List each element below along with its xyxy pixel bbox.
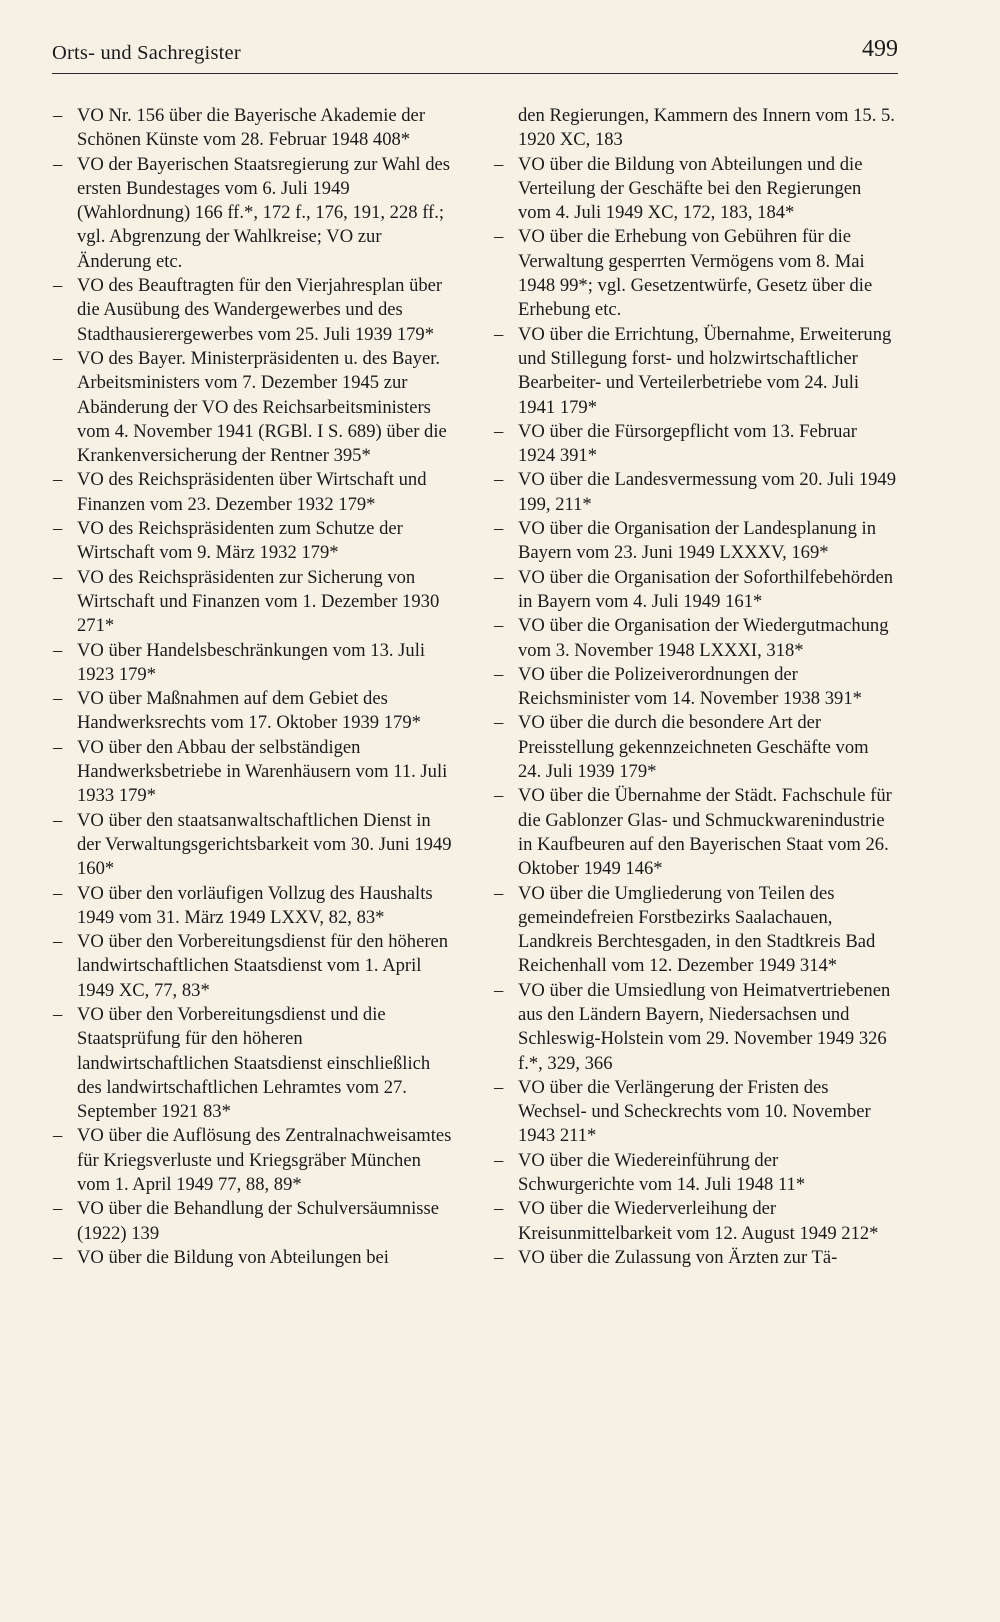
- index-entry: – VO des Beauftragten für den Vierjahresplan über die Ausübung des Wandergewerbes und des Stadthausierergewerbes vom 25. Juli 1939 179*: [53, 274, 455, 347]
- index-entry: – VO über die Umsiedlung von Heimatvertriebenen aus den Ländern Bayern, Niedersachsen und Schleswig-Holstein vom 29. November 1949 326 f.*, 329, 366: [494, 979, 896, 1076]
- index-entry: – VO über die Bildung von Abteilungen bei: [53, 1246, 455, 1270]
- index-entry: – VO über Handelsbeschränkungen vom 13. Juli 1923 179*: [53, 639, 455, 688]
- index-entry: – VO Nr. 156 über die Bayerische Akademie der Schönen Künste vom 28. Februar 1948 408*: [53, 104, 455, 153]
- index-entry: – VO über die Auflösung des Zentralnachweisamtes für Kriegsverluste und Kriegsgräber München vom 1. April 1949 77, 88, 89*: [53, 1124, 455, 1197]
- index-entry: – VO über den staatsanwaltschaftlichen Dienst in der Verwaltungsgerichtsbarkeit vom 30. Juni 1949 160*: [53, 809, 455, 882]
- index-entry: – VO über die durch die besondere Art der Preisstellung gekennzeichneten Geschäfte vom 24. Juli 1939 179*: [494, 711, 896, 784]
- index-entry: – VO der Bayerischen Staatsregierung zur Wahl des ersten Bundestages vom 6. Juli 1949 (Wahlordnung) 166 ff.*, 172 f., 176, 191, 228 ff.; vgl. Abgrenzung der Wahlkreise; VO zur Änderung etc.: [53, 153, 455, 274]
- index-entry: – VO über die Übernahme der Städt. Fachschule für die Gablonzer Glas- und Schmuckwarenindustrie in Kaufbeuren auf den Bayerischen Staat vom 26. Oktober 1949 146*: [494, 784, 896, 881]
- right-column: [494, 104, 896, 1270]
- running-header: [52, 36, 898, 76]
- index-entry-continuation: den Regierungen, Kammern des Innern vom 15. 5. 1920 XC, 183: [518, 105, 895, 151]
- index-entry: – VO über die Behandlung der Schulversäumnisse (1922) 139: [53, 1197, 455, 1246]
- index-entry: – VO über die Organisation der Wiedergutmachung vom 3. November 1948 LXXXI, 318*: [494, 614, 896, 663]
- index-entry: – VO über die Landesvermessung vom 20. Juli 1949 199, 211*: [494, 468, 896, 517]
- index-entry: – VO über die Zulassung von Ärzten zur Tä-: [494, 1246, 896, 1270]
- index-entry: – VO über den vorläufigen Vollzug des Haushalts 1949 vom 31. März 1949 LXXV, 82, 83*: [53, 882, 455, 931]
- index-entry: – VO des Reichspräsidenten über Wirtschaft und Finanzen vom 23. Dezember 1932 179*: [53, 468, 455, 517]
- left-column: [53, 104, 455, 1270]
- index-entry: – VO des Reichspräsidenten zur Sicherung von Wirtschaft und Finanzen vom 1. Dezember 1930 271*: [53, 566, 455, 639]
- header-title: Orts- und Sachregister: [52, 42, 241, 64]
- index-entry: – VO über die Bildung von Abteilungen und die Verteilung der Geschäfte bei den Regierungen vom 4. Juli 1949 XC, 172, 183, 184*: [494, 153, 896, 226]
- index-entry: – VO über die Organisation der Soforthilfebehörden in Bayern vom 4. Juli 1949 161*: [494, 566, 896, 615]
- index-entry: – VO über den Abbau der selbständigen Handwerksbetriebe in Warenhäusern vom 11. Juli 1933 179*: [53, 736, 455, 809]
- index-entry: – VO über den Vorbereitungsdienst für den höheren landwirtschaftlichen Staatsdienst vom 1. April 1949 XC, 77, 83*: [53, 930, 455, 1003]
- index-entry: – VO über die Wiederverleihung der Kreisunmittelbarkeit vom 12. August 1949 212*: [494, 1197, 896, 1246]
- index-entry: – VO über Maßnahmen auf dem Gebiet des Handwerksrechts vom 17. Oktober 1939 179*: [53, 687, 455, 736]
- index-entry: – VO über die Umgliederung von Teilen des gemeindefreien Forstbezirks Saalachauen, Landkreis Berchtesgaden, in den Stadtkreis Bad Reichenhall vom 12. Dezember 1949 314*: [494, 882, 896, 979]
- index-entry: – VO über den Vorbereitungsdienst und die Staatsprüfung für den höheren landwirtschaftlichen Staatsdienst einschließlich des landwirtschaftlichen Lehramtes vom 27. September 1921 83*: [53, 1003, 455, 1124]
- index-entry: – VO über die Organisation der Landesplanung in Bayern vom 23. Juni 1949 LXXXV, 169*: [494, 517, 896, 566]
- header-rule: [52, 73, 898, 74]
- index-entry: – VO über die Errichtung, Übernahme, Erweiterung und Stillegung forst- und holzwirtschaftlicher Bearbeiter- und Verteilerbetriebe vom 24. Juli 1941 179*: [494, 323, 896, 420]
- index-entry: – VO über die Verlängerung der Fristen des Wechsel- und Scheckrechts vom 10. November 1943 211*: [494, 1076, 896, 1149]
- index-entry: – VO über die Fürsorgepflicht vom 13. Februar 1924 391*: [494, 420, 896, 469]
- index-entry: – VO über die Polizeiverordnungen der Reichsminister vom 14. November 1938 391*: [494, 663, 896, 712]
- index-entry: – VO über die Erhebung von Gebühren für die Verwaltung gesperrten Vermögens vom 8. Mai 1948 99*; vgl. Gesetzentwürfe, Gesetz über die Erhebung etc.: [494, 225, 896, 322]
- index-entry: – VO des Bayer. Ministerpräsidenten u. des Bayer. Arbeitsministers vom 7. Dezember 1945 zur Abänderung der VO des Reichsarbeitsministers vom 4. November 1941 (RGBl. I S. 689) über die Krankenversicherung der Rentner 395*: [53, 347, 455, 468]
- index-entry: – VO des Reichspräsidenten zum Schutze der Wirtschaft vom 9. März 1932 179*: [53, 517, 455, 566]
- page-number: 499: [862, 36, 898, 62]
- index-entry: – VO über die Wiedereinführung der Schwurgerichte vom 14. Juli 1948 11*: [494, 1149, 896, 1198]
